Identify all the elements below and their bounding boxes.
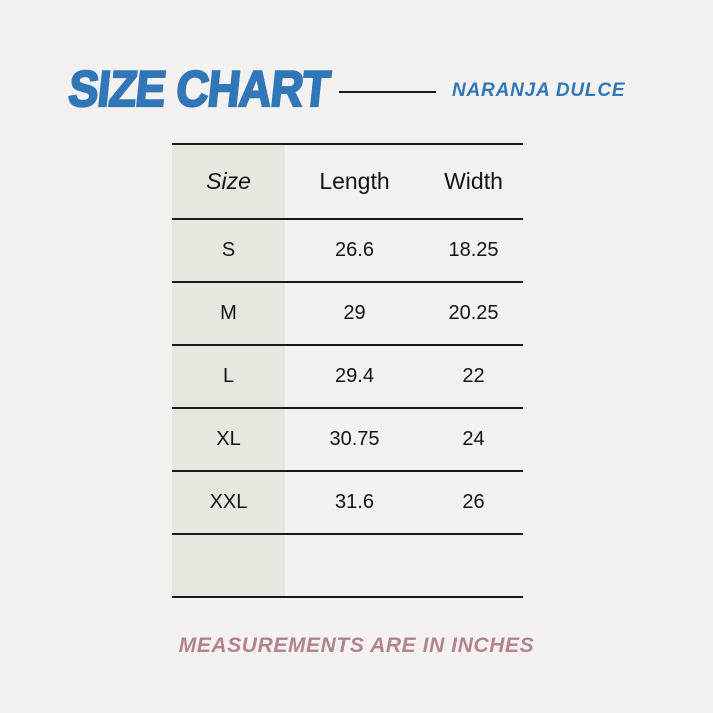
width-value: 22	[462, 365, 485, 387]
width-value: 26	[462, 491, 485, 513]
column-header-length: Length	[319, 168, 390, 194]
column-header-width: Width	[444, 168, 503, 194]
table-row-s	[172, 218, 523, 281]
column-header-size: Size	[172, 145, 285, 218]
size-value: XXL	[172, 472, 285, 533]
size-value: XL	[172, 409, 285, 470]
title-divider-line	[339, 91, 436, 93]
length-value: 30.75	[329, 428, 380, 450]
table-header-row	[172, 143, 523, 218]
size-value: L	[172, 346, 285, 407]
table-row-xxl	[172, 470, 523, 533]
table-row-empty	[172, 533, 523, 598]
header	[0, 0, 713, 143]
measurement-note: MEASUREMENTS ARE IN INCHES	[178, 634, 535, 657]
empty-width-cell	[424, 535, 523, 596]
size-value: S	[172, 220, 285, 281]
width-value: 18.25	[448, 239, 499, 261]
width-value: 24	[462, 428, 485, 450]
page-title: SIZE CHART	[65, 60, 332, 118]
brand-name: NARANJA DULCE	[452, 80, 626, 101]
table-row-m	[172, 281, 523, 344]
width-value: 20.25	[448, 302, 499, 324]
empty-length-cell	[285, 535, 424, 596]
size-value: M	[172, 283, 285, 344]
length-value: 26.6	[335, 239, 374, 261]
length-value: 31.6	[335, 491, 374, 513]
table-row-l	[172, 344, 523, 407]
length-value: 29	[343, 302, 366, 324]
empty-size-cell	[172, 535, 285, 596]
length-value: 29.4	[335, 365, 374, 387]
table-row-xl	[172, 407, 523, 470]
size-chart-table	[172, 143, 523, 598]
